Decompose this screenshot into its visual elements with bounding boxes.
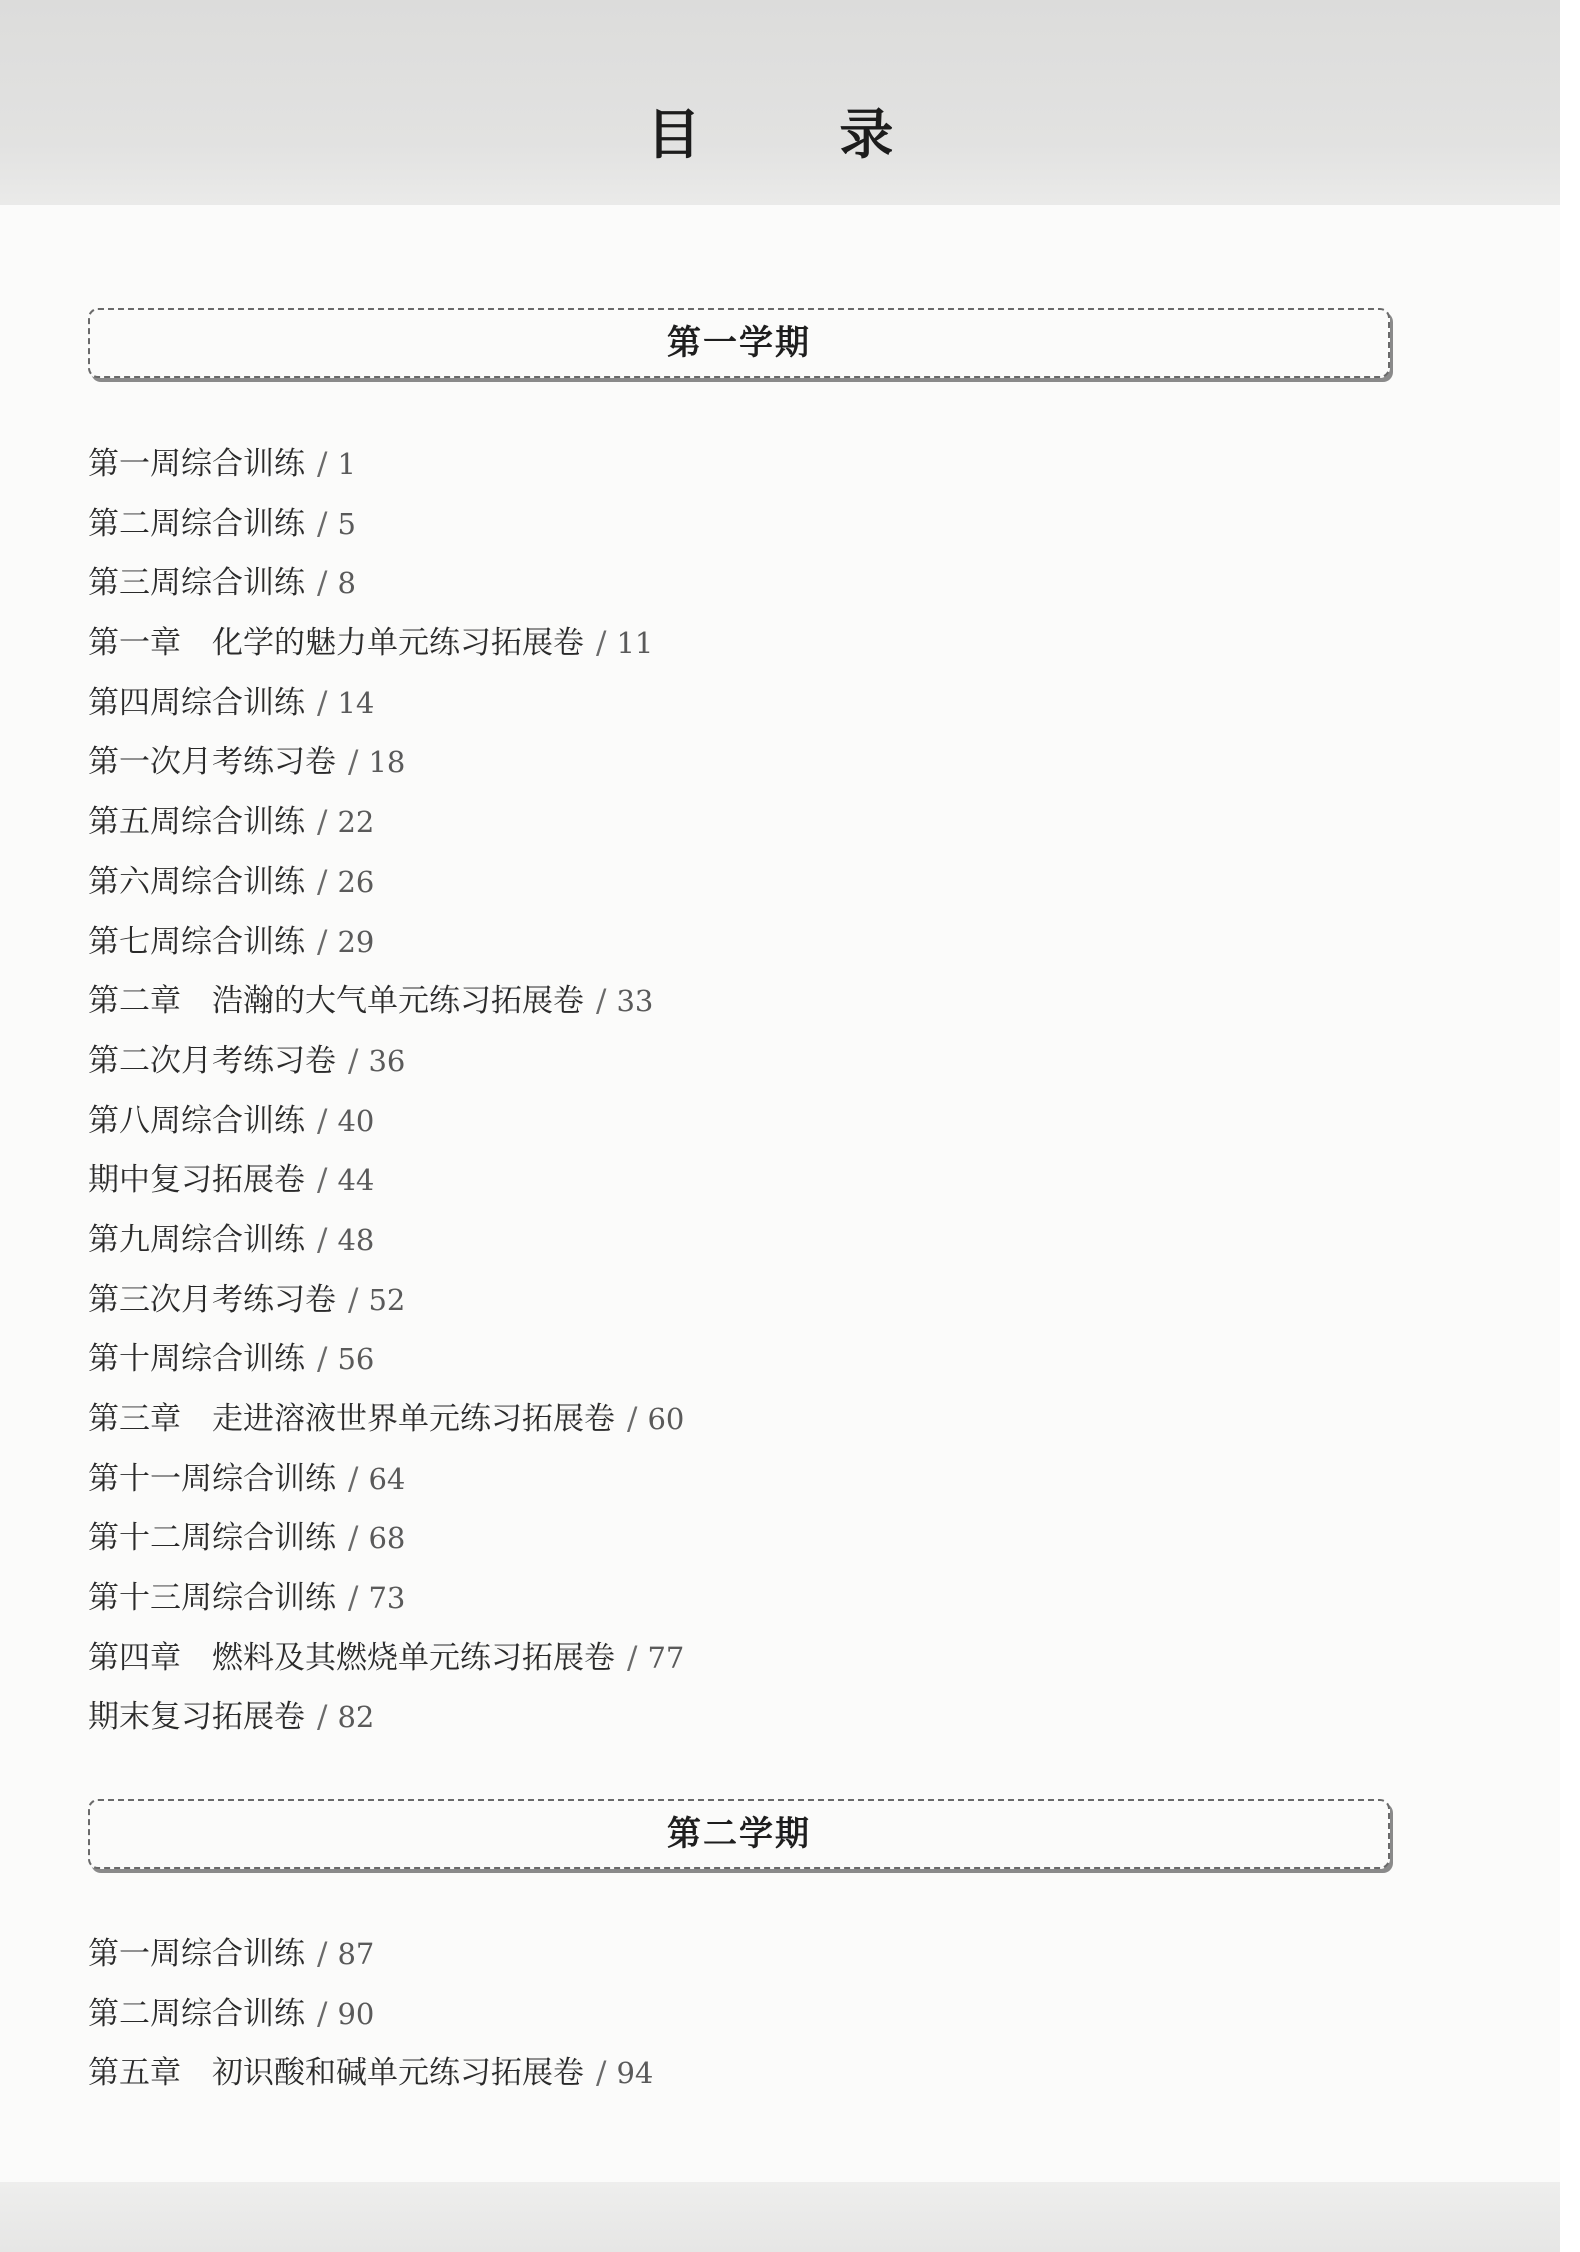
toc-separator: / xyxy=(348,744,359,781)
toc-page-number: 8 xyxy=(337,566,356,601)
toc-entry-label: 第十二周综合训练 xyxy=(88,1520,336,1557)
toc-entry xyxy=(88,559,684,619)
toc-page-number: 40 xyxy=(337,1103,375,1138)
toc-entry-label: 第三次月考练习卷 xyxy=(88,1281,336,1318)
toc-entry xyxy=(88,918,684,978)
toc-entry xyxy=(88,500,684,560)
toc-page-number: 87 xyxy=(337,1937,375,1971)
toc-separator: / xyxy=(348,1281,359,1318)
toc-separator: / xyxy=(317,565,328,602)
toc-entry-label: 第十周综合训练 xyxy=(88,1341,305,1378)
toc-entry xyxy=(88,798,684,858)
toc-entry xyxy=(88,1514,684,1574)
toc-entry xyxy=(88,1335,684,1395)
toc-page-number: 36 xyxy=(368,1043,406,1078)
toc-entry-label: 第七周综合训练 xyxy=(88,923,305,960)
toc-entry xyxy=(88,738,684,798)
toc-separator: / xyxy=(317,804,328,841)
toc-separator: / xyxy=(317,446,328,482)
toc-entry-label: 第九周综合训练 xyxy=(88,1221,305,1258)
toc-entry xyxy=(88,1990,653,2050)
toc-separator: / xyxy=(317,923,328,960)
toc-page-number: 68 xyxy=(368,1521,406,1556)
toc-separator: / xyxy=(317,1995,328,2032)
toc-separator: / xyxy=(627,1639,638,1676)
toc-entry xyxy=(88,1395,684,1455)
section-banner-term-2 xyxy=(88,1799,1390,1869)
toc-entry xyxy=(88,1216,684,1276)
toc-page-number: 60 xyxy=(647,1402,685,1436)
toc-separator: / xyxy=(627,1401,638,1437)
toc-page-number: 18 xyxy=(368,745,406,780)
toc-entry xyxy=(88,1574,684,1634)
toc-separator: / xyxy=(348,1520,359,1557)
toc-separator: / xyxy=(317,863,328,900)
toc-entry-label: 第五章 初识酸和碱单元练习拓展卷 xyxy=(88,2055,584,2092)
toc-entry-label: 第二次月考练习卷 xyxy=(88,1042,336,1079)
toc-entry-label: 第二周综合训练 xyxy=(88,505,305,542)
toc-list-term-1 xyxy=(88,440,684,1753)
toc-entry xyxy=(88,1037,684,1097)
scan-bottom-shadow xyxy=(0,2182,1560,2252)
toc-page-number: 77 xyxy=(647,1640,685,1675)
toc-page-number: 1 xyxy=(337,447,356,481)
toc-separator: / xyxy=(317,1936,328,1972)
toc-separator: / xyxy=(317,1341,328,1378)
toc-entry xyxy=(88,1930,653,1990)
toc-entry xyxy=(88,679,684,739)
toc-separator: / xyxy=(317,1699,328,1736)
toc-page-number: 90 xyxy=(337,1996,375,2031)
toc-separator: / xyxy=(348,1580,359,1617)
page-title: 目 录 xyxy=(646,103,954,166)
toc-entry-label: 第八周综合训练 xyxy=(88,1102,305,1139)
toc-entry-label: 第十三周综合训练 xyxy=(88,1580,336,1617)
toc-entry xyxy=(88,858,684,918)
section-heading: 第二学期 xyxy=(667,1814,811,1854)
toc-separator: / xyxy=(348,1042,359,1079)
toc-page-number: 14 xyxy=(337,685,375,720)
toc-entry-label: 期末复习拓展卷 xyxy=(88,1699,305,1736)
toc-page-number: 44 xyxy=(337,1163,375,1198)
toc-page-number: 26 xyxy=(337,864,375,899)
toc-page-number: 48 xyxy=(337,1222,375,1257)
toc-separator: / xyxy=(596,983,607,1020)
toc-list-term-2 xyxy=(88,1930,653,2109)
toc-entry xyxy=(88,1276,684,1336)
toc-entry xyxy=(88,619,684,679)
toc-entry-label: 第二周综合训练 xyxy=(88,1995,305,2032)
toc-page-number: 64 xyxy=(368,1461,406,1496)
toc-page-number: 82 xyxy=(337,1700,375,1735)
toc-entry-label: 第六周综合训练 xyxy=(88,863,305,900)
toc-page-number: 29 xyxy=(337,924,375,959)
toc-page-number: 56 xyxy=(337,1342,375,1377)
toc-separator: / xyxy=(317,1102,328,1139)
toc-page-number: 73 xyxy=(368,1581,406,1616)
section-heading: 第一学期 xyxy=(667,323,811,363)
toc-page-number: 52 xyxy=(368,1282,406,1317)
toc-separator: / xyxy=(317,1162,328,1199)
toc-entry xyxy=(88,1634,684,1694)
toc-page-number: 94 xyxy=(616,2056,654,2091)
toc-entry xyxy=(88,2049,653,2109)
scan-right-margin xyxy=(1560,0,1580,2252)
toc-entry xyxy=(88,1156,684,1216)
toc-entry xyxy=(88,1455,684,1515)
section-banner-term-1 xyxy=(88,308,1390,378)
toc-entry-label: 第一次月考练习卷 xyxy=(88,744,336,781)
toc-entry-label: 第四章 燃料及其燃烧单元练习拓展卷 xyxy=(88,1639,615,1676)
toc-separator: / xyxy=(317,1221,328,1258)
toc-entry-label: 第一周综合训练 xyxy=(88,1936,305,1972)
toc-entry-label: 第三周综合训练 xyxy=(88,565,305,602)
toc-separator: / xyxy=(596,625,607,662)
toc-entry-label: 第一章 化学的魅力单元练习拓展卷 xyxy=(88,625,584,662)
toc-entry xyxy=(88,440,684,500)
toc-page-number: 33 xyxy=(616,984,654,1019)
toc-entry-label: 第五周综合训练 xyxy=(88,804,305,841)
toc-entry xyxy=(88,1097,684,1157)
toc-entry-label: 第十一周综合训练 xyxy=(88,1460,336,1497)
toc-entry-label: 第三章 走进溶液世界单元练习拓展卷 xyxy=(88,1401,615,1437)
toc-entry-label: 第二章 浩瀚的大气单元练习拓展卷 xyxy=(88,983,584,1020)
toc-entry-label: 期中复习拓展卷 xyxy=(88,1162,305,1199)
toc-separator: / xyxy=(596,2055,607,2092)
toc-entry-label: 第一周综合训练 xyxy=(88,446,305,482)
toc-separator: / xyxy=(348,1460,359,1497)
toc-separator: / xyxy=(317,684,328,721)
toc-separator: / xyxy=(317,505,328,542)
toc-entry-label: 第四周综合训练 xyxy=(88,684,305,721)
toc-entry xyxy=(88,1693,684,1753)
toc-entry xyxy=(88,977,684,1037)
toc-page-number: 5 xyxy=(337,506,356,541)
toc-page-number: 22 xyxy=(337,805,375,840)
toc-page-number: 11 xyxy=(616,626,654,661)
